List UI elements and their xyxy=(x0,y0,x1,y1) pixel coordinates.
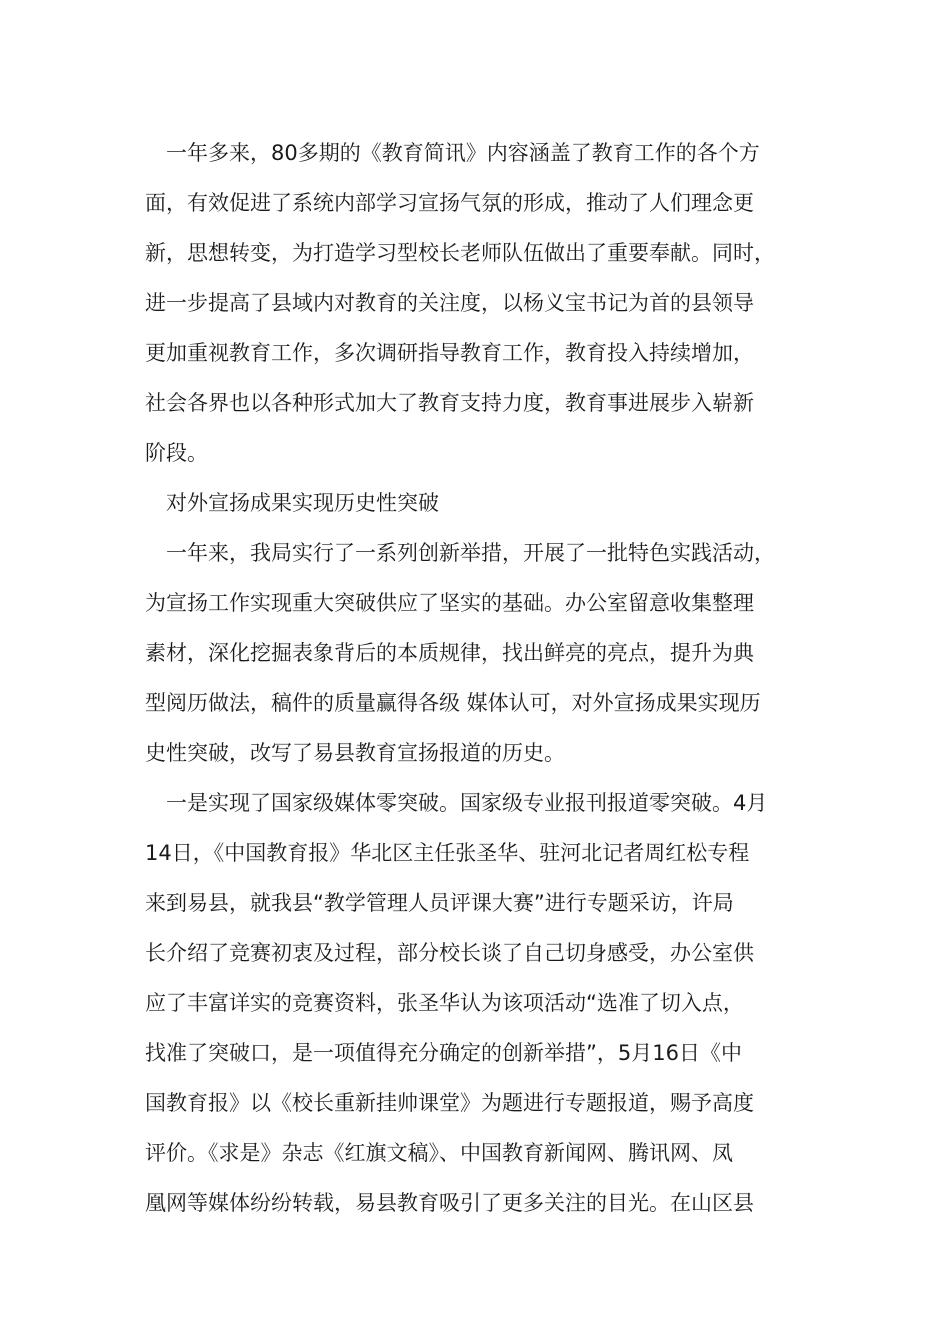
paragraph-3-line-1: 一年来，我局实行了一系列创新举措，开展了一批特色实践活动， xyxy=(166,541,775,565)
paragraph-4-line-9: 凰网等媒体纷纷转载，易县教育吸引了更多关注的目光。在山区县 xyxy=(145,1191,754,1215)
paragraph-4-line-6: 找准了突破口，是一项值得充分确定的创新举措”，5月16日《中 xyxy=(145,1041,742,1065)
paragraph-3-line-3: 素材，深化挖掘表象背后的本质规律，找出鲜亮的亮点，提升为典 xyxy=(145,641,754,665)
paragraph-3-line-2: 为宣扬工作实现重大突破供应了坚实的基础。办公室留意收集整理 xyxy=(145,591,754,615)
paragraph-4-line-3: 来到易县，就我县“教学管理人员评课大赛”进行专题采访，许局 xyxy=(145,891,734,915)
section-heading: 对外宣扬成果实现历史性突破 xyxy=(166,491,439,515)
paragraph-4-line-4: 长介绍了竞赛初衷及过程，部分校长谈了自己切身感受，办公室供 xyxy=(145,941,754,965)
paragraph-1-line-5: 更加重视教育工作，多次调研指导教育工作，教育投入持续增加， xyxy=(145,341,754,365)
paragraph-1-line-3: 新，思想转变，为打造学习型校长老师队伍做出了重要奉献。同时， xyxy=(145,241,775,265)
paragraph-4-line-2: 14日，《中国教育报》华北区主任张圣华、驻河北记者周红松专程 xyxy=(145,841,750,865)
paragraph-4-line-1: 一是实现了国家级媒体零突破。国家级专业报刊报道零突破。4月 xyxy=(166,791,768,815)
paragraph-1-line-1: 一年多来，80多期的《教育简讯》内容涵盖了教育工作的各个方 xyxy=(166,141,760,165)
paragraph-1-line-6: 社会各界也以各种形式加大了教育支持力度，教育事进展步入崭新 xyxy=(145,391,754,415)
paragraph-1-line-2: 面，有效促进了系统内部学习宣扬气氛的形成，推动了人们理念更 xyxy=(145,191,754,215)
paragraph-1-line-7: 阶段。 xyxy=(145,441,208,465)
paragraph-3-line-4: 型阅历做法，稿件的质量赢得各级 媒体认可，对外宣扬成果实现历 xyxy=(145,691,761,715)
paragraph-3-line-5: 史性突破，改写了易县教育宣扬报道的历史。 xyxy=(145,741,565,765)
paragraph-4-line-7: 国教育报》以《校长重新挂帅课堂》为题进行专题报道，赐予高度 xyxy=(145,1091,754,1115)
paragraph-4-line-8: 评价。《求是》杂志《红旗文稿》、中国教育新闻网、腾讯网、凤 xyxy=(145,1141,733,1165)
paragraph-1-line-4: 进一步提高了县域内对教育的关注度，以杨义宝书记为首的县领导 xyxy=(145,291,754,315)
paragraph-4-line-5: 应了丰富详实的竞赛资料，张圣华认为该项活动“选准了切入点， xyxy=(145,991,744,1015)
document-body xyxy=(145,128,825,1228)
